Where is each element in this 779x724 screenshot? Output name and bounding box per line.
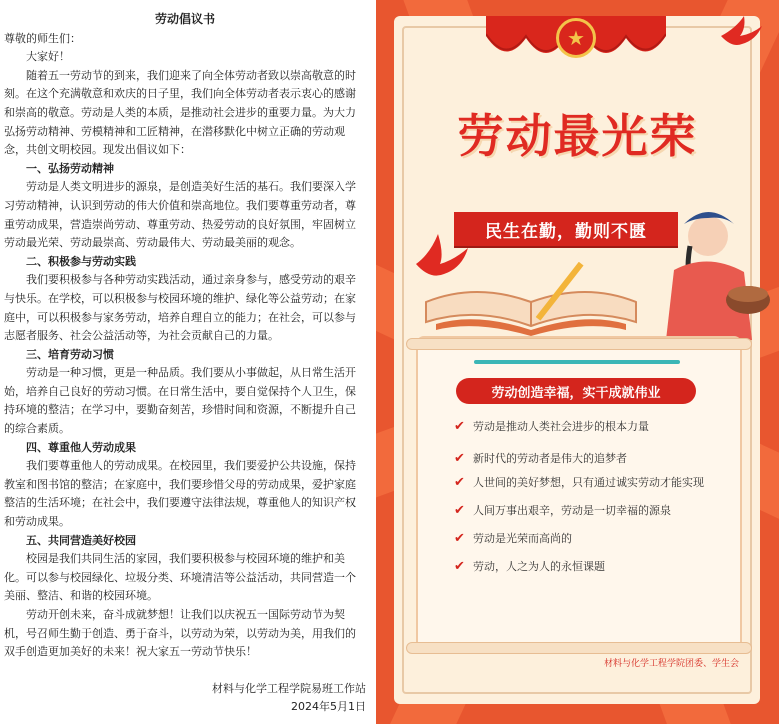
proposal-document xyxy=(0,0,372,724)
salutation: 尊敬的师生们： xyxy=(4,31,81,45)
bird-icon xyxy=(716,6,766,56)
book-icon xyxy=(416,262,646,342)
section-heading: 三、培育劳动习惯 xyxy=(26,347,114,361)
intro-paragraph: 随着五一劳动节的到来，我们迎来了向全体劳动者致以崇高敬意的时刻。在这个充满敬意和欢庆的日子里，我们向全体劳动者表示衷心的感谢和崇高的敬意。劳动是人类的本质，是推动社会进步的重要力量。为大力弘扬劳动精神、劳模精神和工匠精神，在潜移默化中树立正确的劳动观念，共创文明校园。现发出倡议如下： xyxy=(4,68,356,157)
section-body: 劳动是一种习惯，更是一种品质。我们要从小事做起，从日常生活开始，培养自己良好的劳动习惯。在日常生活中，要自觉保持个人卫生，保持环境的整洁；在学习中，要勤奋刻苦，珍惜时间和资源，不断提升自己的综合素质。 xyxy=(4,366,356,436)
section-body: 劳动是人类文明进步的源泉，是创造美好生活的基石。我们要深入学习劳动精神，认识到劳动的伟大价值和崇高地位。我们要尊重劳动者，尊重劳动成果，营造崇尚劳动、尊重劳动、热爱劳动的良好氛围，牢固树立劳动最光荣、劳动最崇高、劳动最伟大、劳动最美丽的观念。 xyxy=(4,180,356,250)
poster-footer: 材料与化学工程学院团委、学生会 xyxy=(604,659,740,669)
girl-illustration xyxy=(644,200,774,340)
section-heading: 二、积极参与劳动实践 xyxy=(26,254,136,268)
section-body: 我们要尊重他人的劳动成果。在校园里，我们要爱护公共设施，保持教室和图书馆的整洁；在家庭中，我们要珍惜父母的劳动成果，爱护家庭整洁的生活环境；在社会中，我们要遵守法律法规，尊重他人的知识产权和劳动成果。 xyxy=(4,459,356,529)
check-icon: ✔ xyxy=(454,418,465,434)
section-heading: 五、共同营造美好校园 xyxy=(26,533,136,547)
date: 2024年5月1日 xyxy=(291,700,366,713)
closing-paragraph: 劳动开创未来，奋斗成就梦想！让我们以庆祝五一国际劳动节为契机，号召师生勤于创造、勇于奋斗，以劳动为荣，以劳动为美，用我们的双手创造更加美好的未来！祝大家五一劳动节快乐！ xyxy=(4,608,356,659)
emblem-icon: ★ xyxy=(556,18,596,58)
list-item: ✔ 劳动是推动人类社会进步的根本力量 xyxy=(454,418,649,434)
list-item: ✔ 劳动是光荣而高尚的 xyxy=(454,530,572,546)
section-body: 校园是我们共同生活的家园，我们要积极参与校园环境的维护和美化。可以参与校园绿化、垃圾分类、环境清洁等公益活动，共同营造一个美丽、整洁、和谐的校园环境。 xyxy=(4,552,356,603)
poster-headline: 劳动最光荣 xyxy=(457,109,698,163)
check-icon: ✔ xyxy=(454,474,465,490)
poster xyxy=(376,0,779,724)
document-title: 劳动倡议书 xyxy=(154,12,215,26)
scroll-rod xyxy=(406,338,752,350)
section-body: 我们要积极参与各种劳动实践活动，通过亲身参与，感受劳动的艰辛与快乐。在学校，可以积极参与校园环境的维护、绿化等公益劳动；在家庭中，可以积极参与家务劳动，培养自理自立的能力；在社会，可以参与志愿者服务、社会公益活动等，为社会贡献自己的力量。 xyxy=(4,273,356,343)
divider xyxy=(474,360,680,364)
section-heading: 四、尊重他人劳动成果 xyxy=(26,440,136,454)
check-icon: ✔ xyxy=(454,450,465,466)
list-item: ✔ 人世间的美好梦想，只有通过诚实劳动才能实现 xyxy=(454,474,704,490)
check-icon: ✔ xyxy=(454,502,465,518)
section-heading: 一、弘扬劳动精神 xyxy=(26,161,114,175)
list-item: ✔ 新时代的劳动者是伟大的追梦者 xyxy=(454,450,627,466)
signature: 材料与化学工程学院易班工作站 xyxy=(212,682,366,695)
list-item: ✔ 人间万事出艰辛，劳动是一切幸福的源泉 xyxy=(454,502,671,518)
scroll-rod xyxy=(406,642,752,654)
check-icon: ✔ xyxy=(454,558,465,574)
slogan-banner: 民生在勤，勤则不匮 xyxy=(454,212,678,246)
list-item: ✔ 劳动，人之为人的永恒课题 xyxy=(454,558,605,574)
greeting: 大家好！ xyxy=(26,50,70,64)
poster-subhead: 劳动创造幸福，实干成就伟业 xyxy=(456,378,696,404)
check-icon: ✔ xyxy=(454,530,465,546)
